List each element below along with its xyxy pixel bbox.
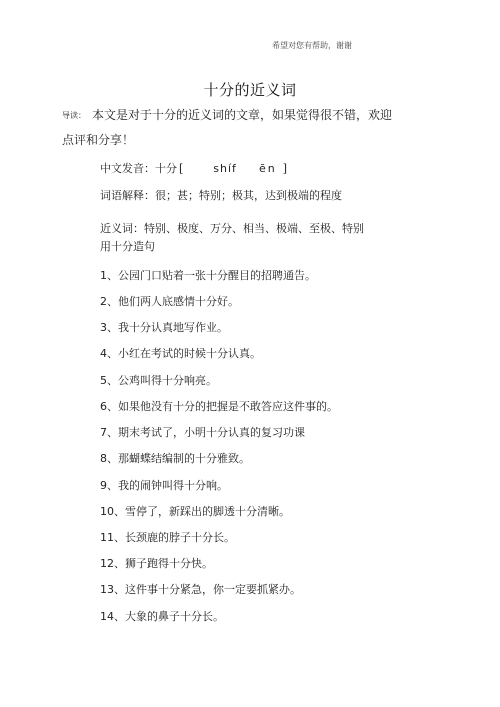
intro-paragraph xyxy=(62,103,402,153)
list-item: 3、我十分认真地写作业。 xyxy=(100,321,228,334)
definition-line: 词语解释：很；甚；特别；极其，达到极端的程度 xyxy=(100,189,342,202)
intro-text: 本文是对于十分的近义词的文章，如果觉得很不错，欢迎点评和分享！ xyxy=(62,108,393,147)
list-item: 2、他们两人底感情十分好。 xyxy=(100,295,239,308)
pronunciation-close-bracket: ] xyxy=(282,162,287,175)
pronunciation-line xyxy=(100,160,287,176)
header-note: 希望对您有帮助，谢谢 xyxy=(272,41,352,50)
list-item: 12、狮子跑得十分快。 xyxy=(100,557,213,570)
pronunciation-pinyin: shíf xyxy=(213,162,237,175)
list-item: 7、期末考试了，小明十分认真的复习功课 xyxy=(100,426,305,439)
list-item: 9、我的闹钟叫得十分响。 xyxy=(100,479,228,492)
pronunciation-open-bracket: [ xyxy=(179,162,184,175)
synonyms-line: 近义词：特别、极度、万分、相当、极端、至极、特别 xyxy=(100,222,364,235)
list-item: 8、那蝴蝶结编制的十分雅致。 xyxy=(100,452,250,465)
list-item: 1、公园门口贴着一张十分醒目的招聘通告。 xyxy=(100,269,316,282)
pronunciation-tone: ēn xyxy=(258,162,277,175)
list-item: 5、公鸡叫得十分响亮。 xyxy=(100,374,217,387)
list-item: 14、大象的鼻子十分长。 xyxy=(100,610,224,623)
list-item: 11、长颈鹿的脖子十分长。 xyxy=(100,531,235,544)
list-item: 4、小红在考试的时候十分认真。 xyxy=(100,347,261,360)
list-item: 10、雪停了，新踩出的脚透十分清晰。 xyxy=(100,505,290,518)
list-item: 6、如果他没有十分的把握是不敢答应这件事的。 xyxy=(100,400,338,413)
pronunciation-label: 中文发音：十分 xyxy=(100,162,177,175)
sentences-heading: 用十分造句 xyxy=(100,240,155,253)
document-title: 十分的近义词 xyxy=(203,81,297,99)
intro-lead: 导读： xyxy=(62,111,86,120)
list-item: 13、这件事十分紧急，你一定要抓紧办。 xyxy=(100,583,301,596)
